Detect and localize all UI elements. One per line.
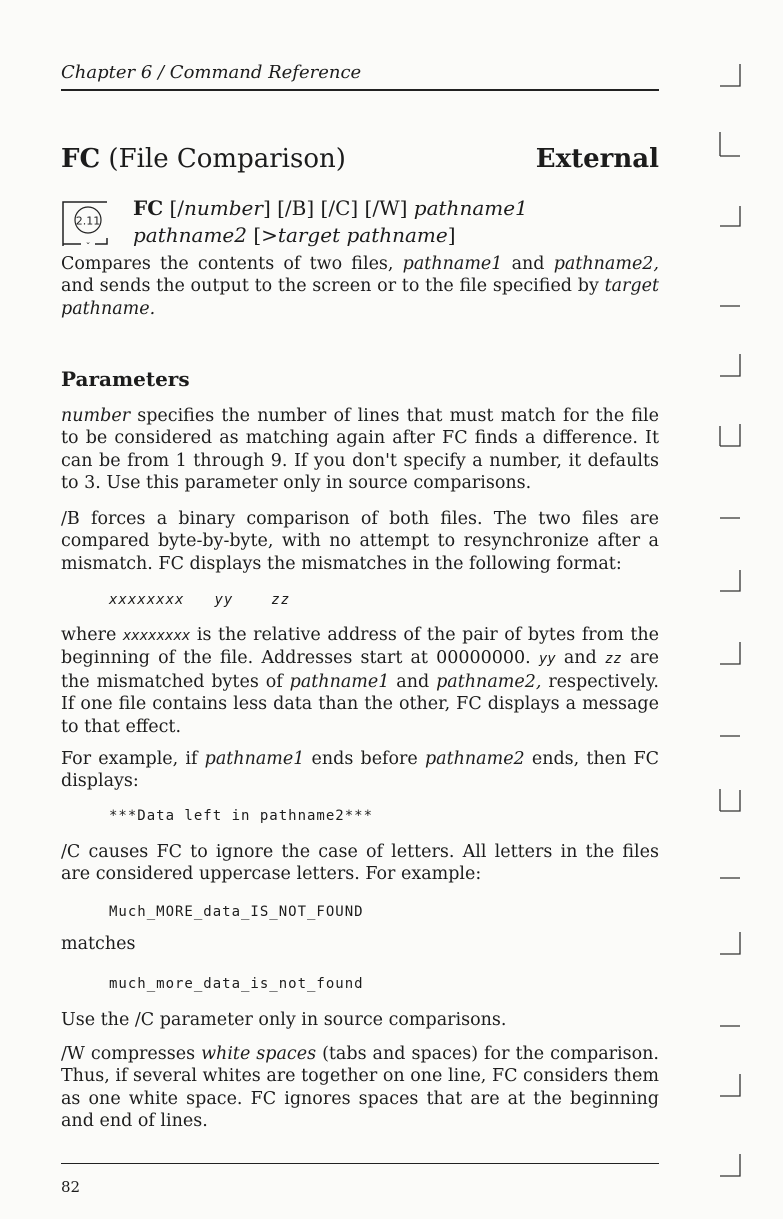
header-rule: [61, 89, 659, 91]
command-title: [61, 144, 346, 174]
where-paragraph: where xxxxxxxx is the relative address of the pair of bytes from the beginning of the file. Addresses start at 00000000. yy and zz are the mismatched bytes of pathname1 and pathname2, respectively. If one file contains less data than the other, FC displays a message to that effect.: [61, 625, 659, 737]
matches-text: matches: [61, 934, 136, 954]
example-paragraph: For example, if pathname1 ends before pathname2 ends, then FC displays:: [61, 749, 660, 792]
code-uppercase-example: Much_MORE_data_IS_NOT_FOUND: [109, 904, 364, 920]
running-head: Chapter 6 / Command Reference: [61, 62, 362, 83]
param-b-paragraph: /B forces a binary comparison of both files. The two files are compared byte-by-byte, with no attempt to resynchronize after a mismatch. FC displays the mismatches in the following format:: [61, 509, 659, 574]
param-w-paragraph: /W compresses white spaces (tabs and spaces) for the comparison. Thus, if several whites are together on one line, FC considers them as one white space. FC ignores spaces that are at the beginning and end of lines.: [61, 1044, 659, 1132]
command-type: External: [535, 144, 659, 174]
page-number: 82: [61, 1178, 81, 1196]
version-badge-label: 2.11: [75, 214, 101, 228]
command-abbrev: FC: [61, 144, 101, 174]
svg-text:⌄: ⌄: [85, 238, 91, 246]
command-title-row: [61, 144, 659, 184]
command-full-name: (File Comparison): [108, 144, 346, 174]
binding-margin-marks: [718, 56, 748, 1186]
footer-rule: [61, 1163, 659, 1164]
example-output: ***Data left in pathname2***: [109, 808, 374, 824]
version-badge-icon: [61, 200, 115, 246]
intro-paragraph: Compares the contents of two files, pathname1 and pathname2, and sends the output to the screen or to the file specified by target pathname.: [61, 254, 659, 319]
c-usage-note: Use the /C parameter only in source comparisons.: [61, 1010, 507, 1030]
param-c-paragraph: /C causes FC to ignore the case of letters. All letters in the files are considered uppercase letters. For example:: [61, 842, 659, 885]
parameters-heading: Parameters: [61, 367, 190, 391]
command-syntax: FC [/number] [/B] [/C] [/W] pathname1 pathname2 [>target pathname]: [133, 196, 528, 247]
param-number-paragraph: number specifies the number of lines that must match for the file to be considered as matching again after FC finds a difference. It can be from 1 through 9. If you don't specify a number, it defaults to 3. Use this parameter only in source comparisons.: [61, 406, 659, 494]
format-example: xxxxxxxx yy zz: [109, 592, 291, 608]
code-lowercase-example: much_more_data_is_not_found: [109, 976, 364, 992]
